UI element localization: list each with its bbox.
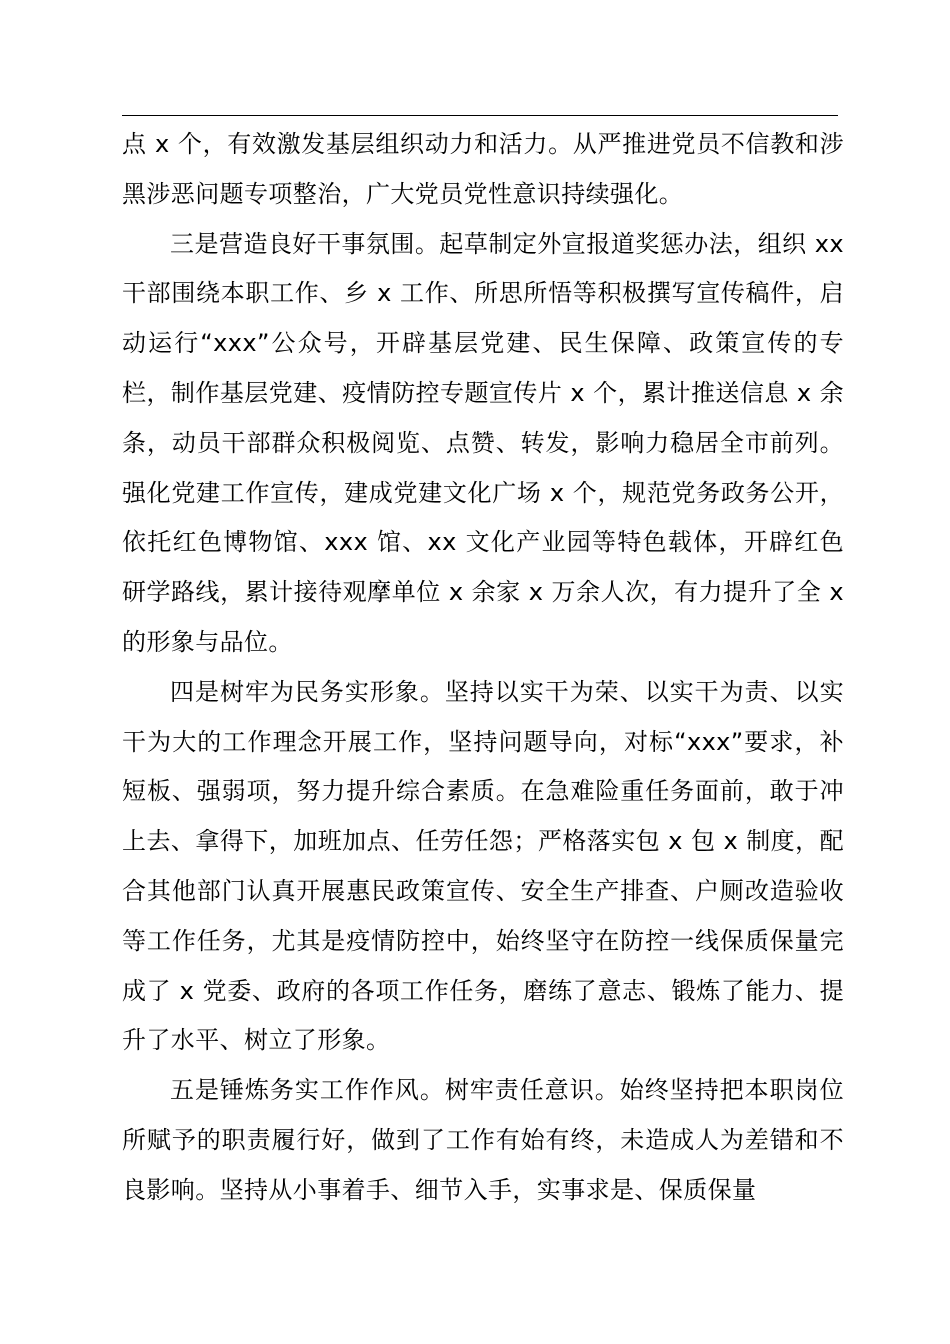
paragraph-style: 五是锤炼务实工作作风。树牢责任意识。始终坚持把本职岗位所赋予的职责履行好，做到了工作有始有终，未造成人为差错和不良影响。坚持从小事着手、细节入手，实事求是、保质保量: [122, 1076, 844, 1204]
paragraph-image: 四是树牢为民务实形象。坚持以实干为荣、以实干为责、以实干为大的工作理念开展工作，坚持问题导向，对标“xxx”要求，补短板、强弱项，努力提升综合素质。在急难险重任务面前，敢于冲上去、拿得下，加班加点、任劳任怨；严格落实包 x 包 x 制度，配合其他部门认真开展惠民政策宣传、安全生产排查、户厕改造验收等工作任务，尤其是疫情防控中，始终坚守在防控一线保质保量完成了 x 党委、政府的各项工作任务，磨练了意志、锻炼了能力、提升了水平、树立了形象。: [122, 677, 844, 1055]
paragraph-continued: 点 x 个，有效激发基层组织动力和活力。从严推进党员不信教和涉黑涉恶问题专项整治，广大党员党性意识持续强化。: [122, 130, 844, 208]
body-text: [122, 120, 844, 1216]
paragraph-atmosphere: 三是营造良好干事氛围。起草制定外宣报道奖惩办法，组织 xx 干部围绕本职工作、乡 x 工作、所思所悟等积极撰写宣传稿件，启动运行“xxx”公众号，开辟基层党建、民生保障、政策宣传的专栏，制作基层党建、疫情防控专题宣传片 x 个，累计推送信息 x 余条，动员干部群众积极阅览、点赞、转发，影响力稳居全市前列。强化党建工作宣传，建成党建文化广场 x 个，规范党务政务公开，依托红色博物馆、xxx 馆、xx 文化产业园等特色载体，开辟红色研学路线，累计接待观摩单位 x 余家 x 万余人次，有力提升了全 x 的形象与品位。: [122, 229, 844, 656]
header-rule: [122, 115, 838, 116]
